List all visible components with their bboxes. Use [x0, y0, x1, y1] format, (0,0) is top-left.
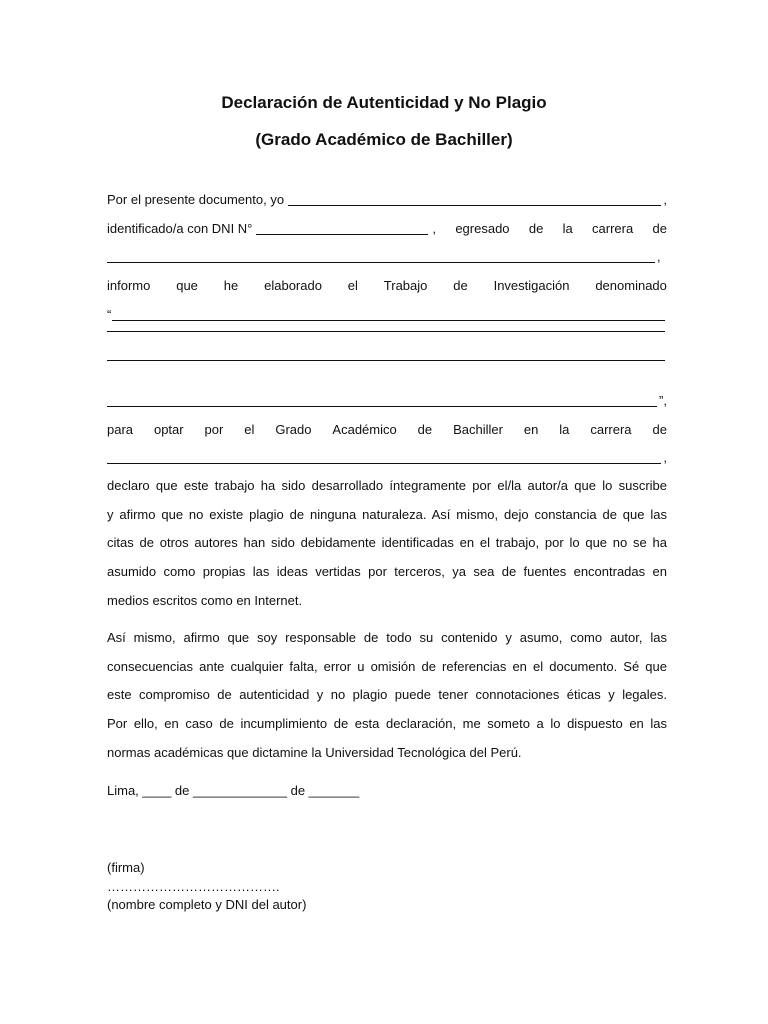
date-line: Lima, ____ de _____________ de _______: [107, 783, 360, 798]
form-line-work-intro: [107, 272, 667, 301]
document-title: Declaración de Autenticidad y No Plagio: [221, 93, 547, 112]
form-line-name-comma: ,: [663, 192, 667, 207]
form-word: optar: [153, 421, 184, 437]
paragraph-line: y afirmo que no existe plagio de ninguna naturaleza. Así mismo, dejo constancia de que las: [107, 506, 667, 522]
form-line-dni: [107, 215, 667, 244]
paragraph-line: medios escritos como en Internet.: [107, 592, 303, 608]
form-word: denominado: [595, 278, 667, 294]
form-word: de: [652, 421, 667, 437]
name-blank[interactable]: [288, 205, 661, 206]
form-word: Académico: [332, 421, 397, 437]
form-line-name-label: Por el presente documento, yo: [107, 192, 285, 207]
form-word: Investigación: [493, 278, 570, 294]
form-word: Bachiller: [453, 421, 503, 437]
paragraph-line: Así mismo, afirmo que soy responsable de todo su contenido y asumo, como autor, las: [107, 630, 667, 645]
declaration-paragraph-1: [107, 472, 667, 616]
paragraph-line: asumido como propias las ideas vertidas por terceros, ya sea de fuentes encontradas en: [107, 564, 667, 580]
document-subtitle: (Grado Académico de Bachiller): [255, 130, 513, 149]
signature-line[interactable]: ………………………………….: [107, 879, 280, 894]
form-line-dni-after-text: , egresado de la carrera de: [432, 220, 667, 236]
dni-blank[interactable]: [256, 234, 428, 235]
degree-career-blank[interactable]: [107, 463, 661, 464]
form-word: elaborado: [264, 278, 322, 294]
form-line-title-4: [107, 387, 667, 416]
work-title-blank-3[interactable]: [107, 360, 665, 361]
form-word: informo: [107, 278, 151, 294]
form-line-name: [107, 186, 667, 215]
paragraph-line: este compromiso de autenticidad y no plagio puede tener connotaciones éticas y legales.: [107, 687, 667, 703]
form-line-title-1: [107, 301, 667, 330]
form-line-title-2: [107, 329, 667, 358]
open-quote: “: [107, 306, 112, 322]
form-word: de: [417, 421, 433, 437]
form-word: Trabajo: [383, 278, 428, 294]
paragraph-line: citas de otros autores han sido debidamente identificadas en el trabajo, por lo que no se ha: [107, 535, 667, 551]
paragraph-line: declaro que este trabajo ha sido desarrollado íntegramente por el/la autor/a que lo suscribe: [107, 478, 667, 493]
work-title-blank-2[interactable]: [107, 331, 665, 332]
form-word: el: [347, 278, 358, 294]
paragraph-line: Por ello, en caso de incumplimiento de esta declaración, me someto a lo dispuesto en las: [107, 716, 667, 732]
form-word: para: [107, 421, 134, 437]
form-word: que: [176, 278, 198, 294]
form-line-dni-after: [432, 215, 667, 244]
paragraph-line: normas académicas que dictamine la Universidad Tecnológica del Perú.: [107, 744, 522, 760]
form-line-title-3: [107, 358, 667, 387]
signature-caption: (nombre completo y DNI del autor): [107, 897, 307, 912]
form-word: en: [523, 421, 539, 437]
form-word: carrera: [590, 421, 632, 437]
form-line-degree-career-comma: ,: [663, 450, 667, 466]
form-word: por: [204, 421, 224, 437]
form-word: Grado: [275, 421, 312, 437]
form-line-degree-career: [107, 444, 667, 473]
form-line-career: [107, 243, 667, 272]
career-blank[interactable]: [107, 262, 655, 263]
form-line-career-comma: ,: [657, 249, 661, 265]
form-word: he: [223, 278, 239, 294]
form-word: el: [244, 421, 255, 437]
signature-label: (firma): [107, 860, 145, 875]
work-title-blank-1[interactable]: [112, 320, 665, 321]
form-word: de: [453, 278, 468, 294]
declaration-paragraph-2: [107, 624, 667, 768]
declaration-form-block: [107, 186, 667, 473]
paragraph-line: consecuencias ante cualquier falta, error u omisión de referencias en el documento. Sé que: [107, 658, 667, 674]
work-title-blank-4[interactable]: [107, 406, 657, 407]
form-word: la: [559, 421, 570, 437]
close-quote: ”,: [659, 392, 667, 408]
form-line-degree: [107, 416, 667, 445]
form-line-dni-label: identificado/a con DNI N°: [107, 220, 253, 236]
